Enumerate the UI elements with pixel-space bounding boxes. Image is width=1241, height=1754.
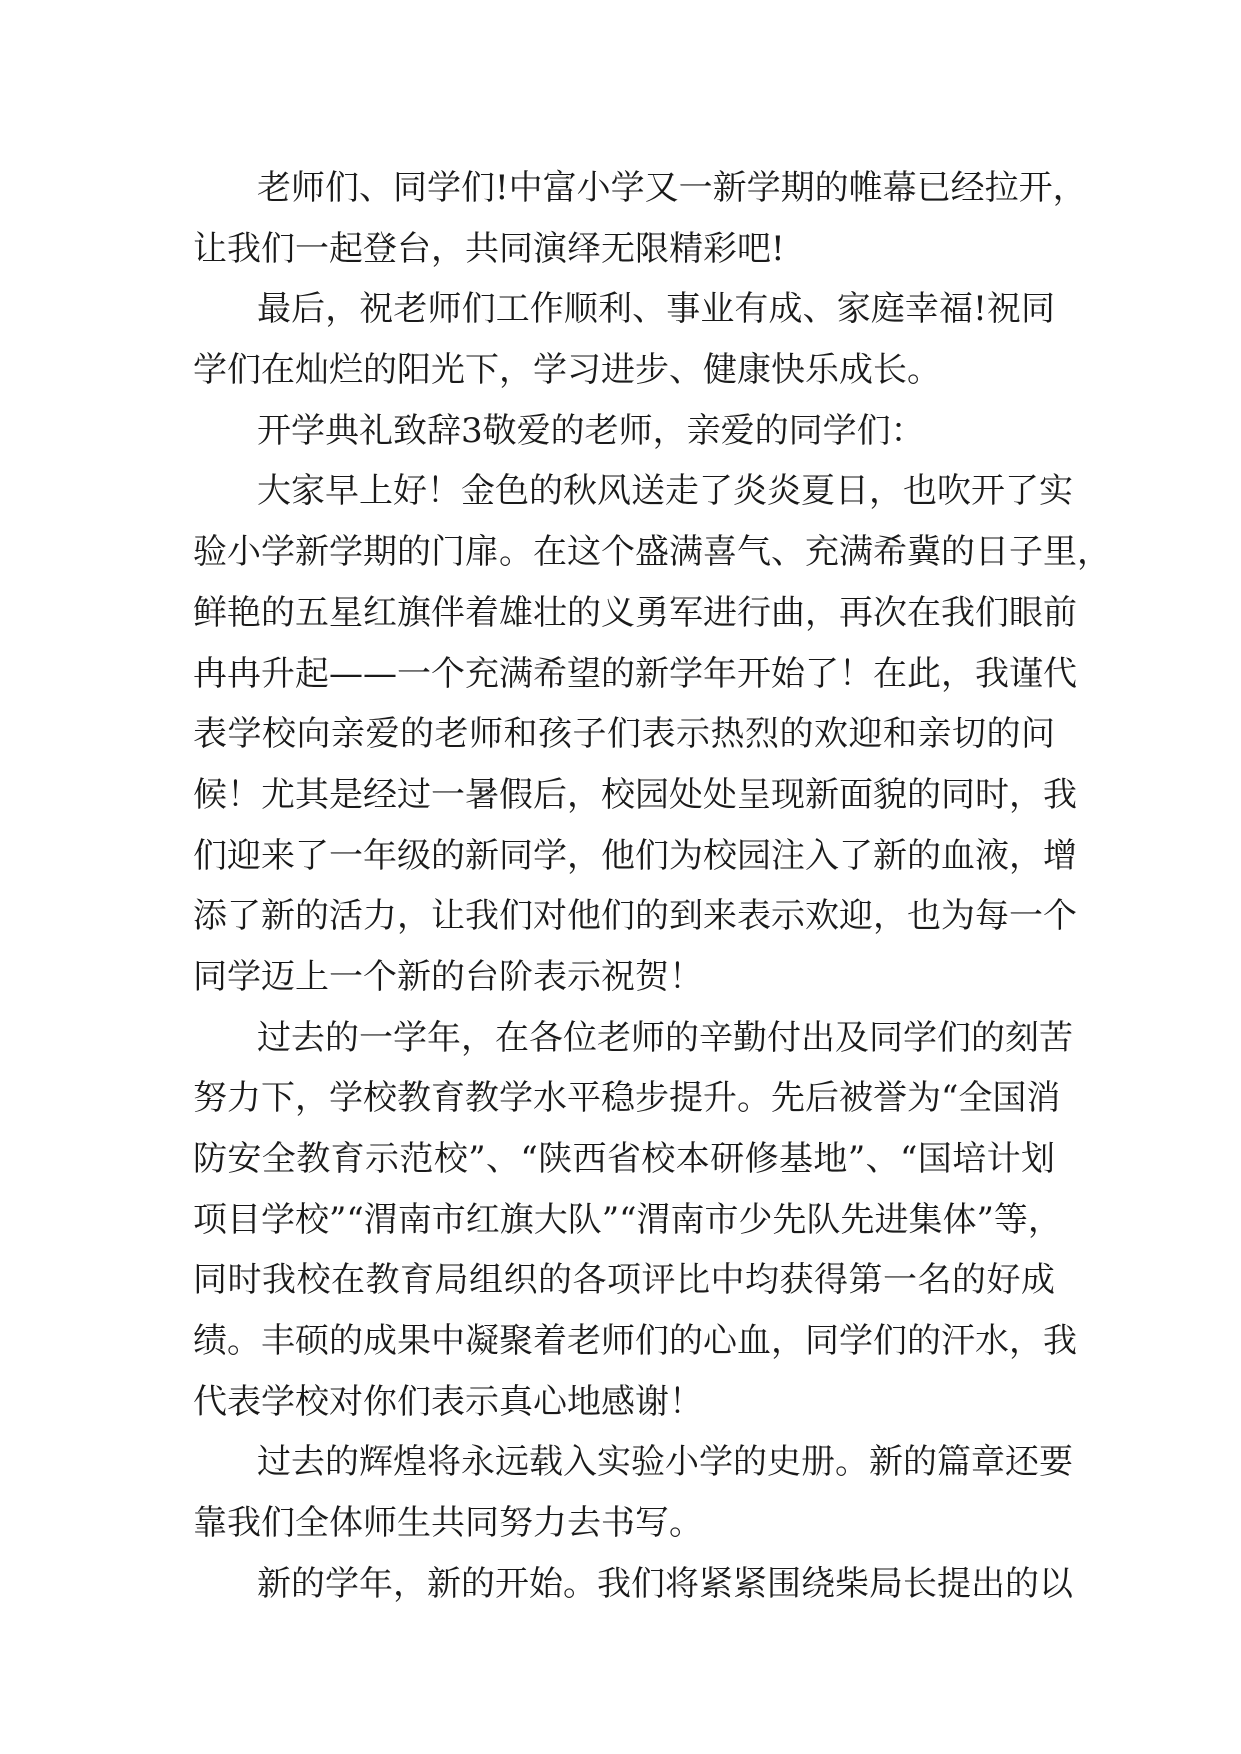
paragraph-line: 冉冉升起——一个充满希望的新学年开始了！在此，我谨代 <box>193 653 1077 694</box>
paragraph-line: 大家早上好！金色的秋风送走了炎炎夏日，也吹开了实 <box>257 471 1073 512</box>
paragraph-line: 代表学校对你们表示真心地感谢！ <box>193 1381 703 1422</box>
paragraph-line: 老师们、同学们!中富小学又一新学期的帷幕已经拉开， <box>257 168 1087 208</box>
paragraph-line: 学们在灿烂的阳光下，学习进步、健康快乐成长。 <box>193 350 941 391</box>
paragraph-line: 同时我校在教育局组织的各项评比中均获得第一名的好成 <box>193 1260 1055 1301</box>
paragraph-line: 防安全教育示范校”、“陕西省校本研修基地”、“国培计划 <box>193 1139 1055 1179</box>
paragraph-line: 项目学校”“渭南市红旗大队”“渭南市少先队先进集体”等， <box>193 1199 1062 1240</box>
paragraph-line: 验小学新学期的门扉。在这个盛满喜气、充满希冀的日子里， <box>193 532 1111 573</box>
paragraph-line: 过去的辉煌将永远载入实验小学的史册。新的篇章还要 <box>257 1442 1073 1483</box>
paragraph-line: 添了新的活力，让我们对他们的到来表示欢迎，也为每一个 <box>193 896 1077 937</box>
paragraph-line: 候！尤其是经过一暑假后，校园处处呈现新面貌的同时，我 <box>193 774 1077 815</box>
paragraph-line: 最后，祝老师们工作顺利、事业有成、家庭幸福!祝同 <box>257 289 1055 330</box>
paragraph-line: 开学典礼致辞3敬爱的老师，亲爱的同学们： <box>257 410 925 451</box>
paragraph-line: 表学校向亲爱的老师和孩子们表示热烈的欢迎和亲切的问 <box>193 714 1055 755</box>
document-body <box>193 158 1111 1615</box>
paragraph-line: 鲜艳的五星红旗伴着雄壮的义勇军进行曲，再次在我们眼前 <box>193 592 1077 633</box>
paragraph-line: 过去的一学年，在各位老师的辛勤付出及同学们的刻苦 <box>257 1017 1073 1058</box>
paragraph-line: 靠我们全体师生共同努力去书写。 <box>193 1503 703 1544</box>
paragraph-line: 让我们一起登台，共同演绎无限精彩吧! <box>193 228 785 269</box>
paragraph-line: 绩。丰硕的成果中凝聚着老师们的心血，同学们的汗水，我 <box>193 1321 1077 1362</box>
paragraph-line: 努力下，学校教育教学水平稳步提升。先后被誉为“全国消 <box>193 1078 1061 1119</box>
paragraph-line: 同学迈上一个新的台阶表示祝贺！ <box>193 956 703 997</box>
paragraph-line: 们迎来了一年级的新同学，他们为校园注入了新的血液，增 <box>193 835 1077 876</box>
paragraph-line: 新的学年，新的开始。我们将紧紧围绕柴局长提出的以 <box>257 1563 1073 1604</box>
